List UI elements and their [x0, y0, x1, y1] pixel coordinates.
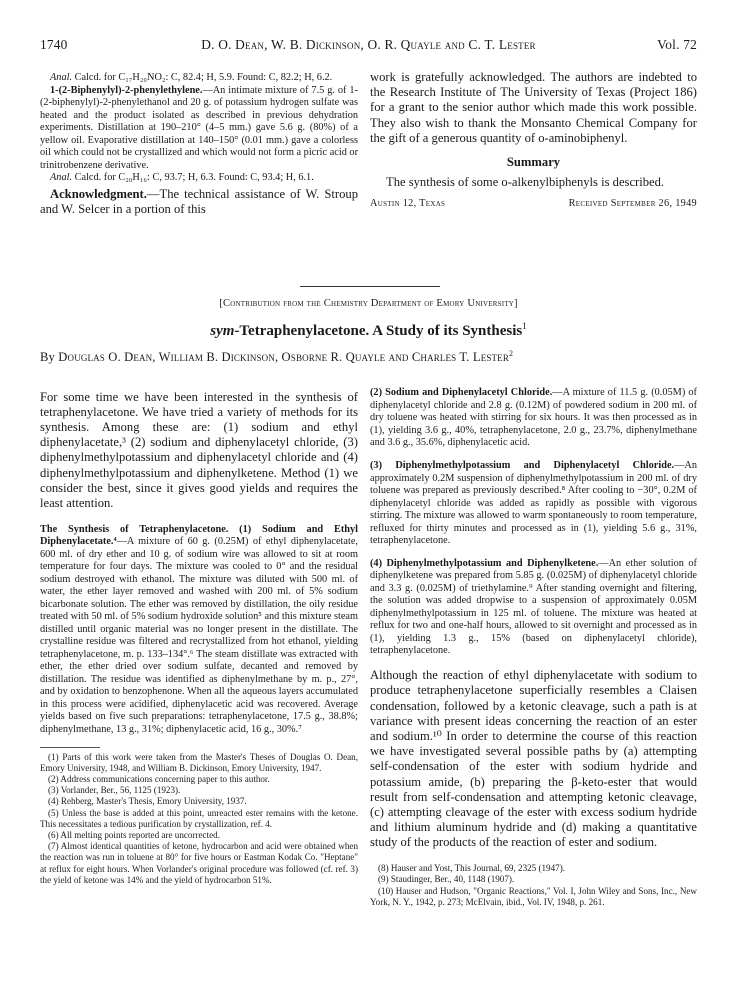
footnote: (7) Almost identical quantities of ketone, hydrocarbon and acid were obtained when the reaction was run in toluene at 80° for five hours or Eastman Kodak Co. "Heptane" at reflux for eight hours. When Vorlander's original procedure was followed (cf. ref. 3) the yield of ketone was 14% and the yield of hydrocarbon 51%.: [40, 841, 358, 885]
method-3: (3) Diphenylmethylpotassium and Diphenylacetyl Chloride.—An approximately 0.2M suspension of diphenylmethylpotassium in 200 ml. of dry toluene was prepared as previously described.⁸ After cooling to −30°, 0.2M of diphenylacetyl chloride was added as rapidly as possible with vigorous stirring. The mixture was allowed to warm spontaneously to room temperature, refluxed for thirty minutes and processed as in (1), yielding 5.6 g., 31%, tetraphenylacetone.: [370, 460, 697, 547]
method-4: (4) Diphenylmethylpotassium and Diphenylketene.—An ether solution of diphenylketene was prepared from 5.85 g. (0.025M) of diphenylacetyl chloride and 3.3 g. (0.025M) of triethylamine.⁹ After standing overnight and filtering, the solution was added dropwise to a suspension of approximately 0.05M diphenylmethylpotassium in 125 ml. of toluene. The mixture was heated at reflux for two and one-half hours, allowed to sit overnight and processed as in (1), yielding 1.3 g., 15% (based on diphenylacetyl chloride), tetraphenylacetone.: [370, 557, 697, 657]
summary-heading: Summary: [506, 155, 561, 170]
acknowledgment-continued: work is gratefully acknowledged. The authors are indebted to the Research Institute of The University of Texas (Project 186) for a grant to the senior author which made this work possible. They also wish to thank the Monsanto Chemical Company for the gift of a generous quantity of o-aminobiphenyl.: [370, 70, 697, 145]
article-title: sym-Tetraphenylacetone. A Study of its Synthesis$^1$: [210, 321, 527, 339]
prev-article-right: [370, 70, 697, 210]
footnote: (2) Address communications concerning paper to this author.: [48, 774, 270, 785]
footnote: (6) All melting points reported are uncorrected.: [48, 830, 220, 841]
footnote: (8) Hauser and Yost, This Journal, 69, 2325 (1947).: [378, 863, 565, 874]
footnote: (9) Staudinger, Ber., 40, 1148 (1907).: [378, 874, 515, 885]
main-left-column: [40, 377, 358, 886]
article-separator: [300, 286, 440, 287]
analysis-2: Anal. Calcd. for C₂₀H₁₆: C, 93.7; H, 6.3. Found: C, 93.4; H, 6.1.: [50, 172, 314, 183]
footnote: (4) Rehberg, Master's Thesis, Emory University, 1937.: [48, 796, 247, 807]
footnote: (3) Vorlander, Ber., 56, 1125 (1923).: [48, 785, 181, 796]
acknowledgment: Acknowledgment.—The technical assistance of W. Stroup and W. Selcer in a portion of this: [40, 186, 358, 216]
summary-text: The synthesis of some o-alkenylbiphenyls is described.: [386, 175, 665, 190]
compound-paragraph: 1-(2-Biphenylyl)-2-phenylethylene.—An intimate mixture of 7.5 g. of 1-(2-biphenylyl)-2-phenylethanol and 20 g. of potassium hydrogen sulfate was heated and the product isolated as described in previous dehydration experiments. Distillation at 190–210° (4–5 mm.) gave 5.6 g. (80%) of a yellow oil. Evaporative distillation at 140–150° (0.01 mm.) gave a colorless oil which could not be crystallized and which would not form a picric acid or trinitrobenzene derivative.: [40, 84, 358, 171]
method-2: (2) Sodium and Diphenylacetyl Chloride.—A mixture of 11.5 g. (0.05M) of diphenylacetyl chloride and 2.8 g. (0.12M) of powdered sodium in 200 ml. of dry toluene was heated with stirring for six hours. It was then processed as in (1), yielding 3.6 g., 40%, tetraphenylacetone, 2.0 g., 23.7%, diphenylmethane and 3.6 g., 35.6%, diphenylacetic acid.: [370, 387, 697, 449]
synthesis-paragraph: The Synthesis of Tetraphenylacetone. (1) Sodium and Ethyl Diphenylacetate.⁴—A mixture of 60 g. (0.25M) of ethyl diphenylacetate, 600 ml. of dry ether and 10 g. of sodium wire was allowed to sit at room temperature for four days. The mixture was cooled to 0° and the residual sodium destroyed with ethanol. The mixture was diluted with 500 ml. of water, the ether layer removed and washed with 200 ml. of 5% sodium bicarbonate solution. The ether was removed by distillation, the oily residue treated with 50 ml. of 5% sodium hydroxide solution⁵ and this mixture steam distilled until organic material was no longer present in the distillate. The crystalline residue was filtered and recrystallized from hot ethanol, yielding tetraphenylacetone, m. p. 133–134°.⁶ The steam distillate was extracted with ether, the ether dried over sodium sulfate, decanted and removed by distillation. The residue was identified as diphenylmethane by m. p., 27°, and by oxidation to benzophenone. When all the aqueous layers accumulated in this process were acidified, diphenylacetic acid was recovered. Average yields based on five such preparations: tetraphenylacetone, 17.5 g., 38.8%; diphenylmethane, 13 g., 31%; diphenylacetic acid, 16 g., 30%.⁷: [40, 523, 358, 735]
footnote-rule: [40, 747, 100, 748]
prev-article-left: [40, 72, 358, 217]
byline: By Douglas O. Dean, William B. Dickinson, Osborne R. Quayle and Charles T. Lester$^2$: [40, 348, 514, 364]
place: Austin 12, Texas: [370, 198, 446, 210]
discussion-paragraph: Although the reaction of ethyl diphenylacetate with sodium to produce tetraphenylacetone superficially resembles a Claisen condensation, followed by a ketonic cleavage, such a path is at variance with present ideas concerning the reaction of an ester and sodium.¹⁰ In order to determine the course of this reaction we have investigated several possible paths by (a) attempting self-condensation of the ester with sodium hydride and potassium amide, (b) preparing the β-keto-ester that would result from self-condensation and attempting ketonic cleavage, (c) attempting cleavage of the ester with excess sodium hydride and lithium aluminum hydride and (d) making a quantitative study of the products of the reaction of ester and sodium.: [370, 668, 697, 850]
footnotes-right: [370, 863, 697, 908]
contribution-line: [Contribution from the Chemistry Department of Emory University]: [219, 298, 518, 309]
received-date: Received September 26, 1949: [568, 198, 697, 210]
running-head: [40, 37, 697, 57]
running-head-authors: D. O. Dean, W. B. Dickinson, O. R. Quayle and C. T. Lester: [201, 37, 536, 52]
footnotes-left: [40, 752, 358, 886]
footnote: (1) Parts of this work were taken from the Master's Theses of Douglas O. Dean, Emory University, 1948, and William B. Dickinson, Emory University, 1947.: [40, 751, 358, 773]
analysis-1: Anal. Calcd. for C₁₇H₂₀NO₂: C, 82.4; H, 5.9. Found: C, 82.2; H, 6.2.: [50, 72, 333, 83]
main-right-column: [370, 377, 697, 908]
page-number: 1740: [40, 37, 68, 52]
intro-paragraph: For some time we have been interested in the synthesis of tetraphenylacetone. We have tried a variety of methods for its synthesis. Among these are: (1) sodium and ethyl diphenylacetate,³ (2) sodium and diphenylacetyl chloride, (3) diphenylmethylpotassium and diphenylacetyl chloride and (4) diphenylmethylpotassium and diphenylketene. Method (1) we consider the best, since it gives good yields and requires the least attention.: [40, 389, 358, 511]
footnote: (10) Hauser and Hudson, "Organic Reactions," Vol. I, John Wiley and Sons, Inc., New York, N. Y., 1942, p. 273; McElvain, ibid., Vol. IV, 1948, p. 261.: [370, 885, 697, 907]
volume-label: Vol. 72: [657, 37, 697, 52]
signature-line: [370, 196, 697, 210]
footnote: (5) Unless the base is added at this point, unreacted ester remains with the ketone. This necessitates a tedious purification by crystallization, ref. 4.: [40, 807, 358, 829]
